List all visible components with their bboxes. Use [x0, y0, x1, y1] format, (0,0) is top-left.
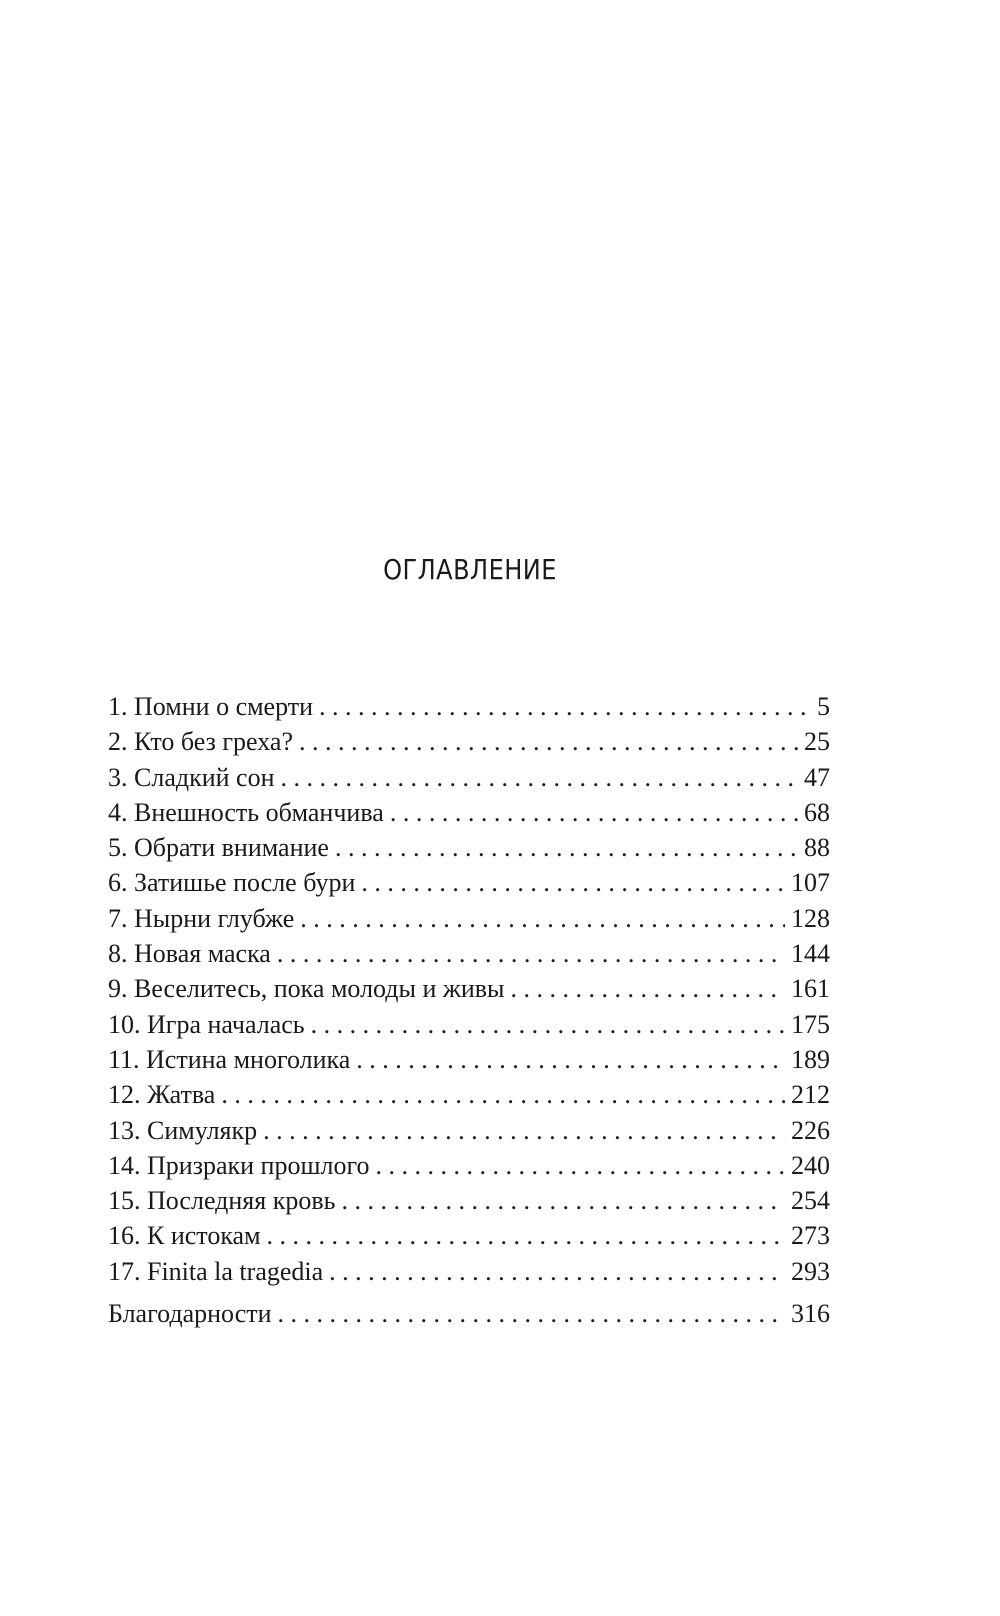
toc-entry-page: 175 [791, 1009, 830, 1039]
toc-entry [108, 1007, 830, 1042]
toc-entry [108, 901, 830, 936]
toc-entry [108, 689, 830, 724]
toc-entry-page: 226 [791, 1115, 830, 1145]
toc-entry-page: 293 [791, 1256, 830, 1286]
toc-entry [108, 1077, 830, 1112]
toc-entry-title: 14. Призраки прошлого [108, 1150, 370, 1180]
table-of-contents [108, 689, 830, 1331]
toc-entry-page: 107 [791, 868, 830, 898]
toc-entry-page: 144 [791, 939, 830, 969]
toc-entry-title: 9. Веселитесь, пока молоды и живы [108, 974, 505, 1004]
toc-entry [108, 1218, 830, 1253]
dot-leader [511, 971, 785, 1006]
toc-entry-page: 88 [804, 833, 830, 863]
toc-entry-title: 17. Finita la tragedia [108, 1256, 324, 1286]
dot-leader [319, 689, 811, 724]
toc-entry-title: 6. Затишье после бури [108, 868, 356, 898]
toc-entry-title: 5. Обрати внимание [108, 833, 329, 863]
dot-leader [299, 724, 798, 759]
toc-entry-title: 10. Игра началась [108, 1009, 305, 1039]
toc-entry [108, 724, 830, 759]
dot-leader [278, 1296, 785, 1331]
toc-entry-title: 7. Нырни глубже [108, 903, 295, 933]
toc-entry-page: 25 [804, 727, 830, 757]
toc-entry [108, 1183, 830, 1218]
toc-entry-page: 212 [791, 1080, 830, 1110]
toc-entry-page: 316 [791, 1299, 830, 1329]
dot-leader [329, 1254, 785, 1289]
toc-entry-page: 47 [804, 762, 830, 792]
dot-leader [277, 936, 785, 971]
toc-entry [108, 760, 830, 795]
toc-entry [108, 1148, 830, 1183]
dot-leader [311, 1007, 785, 1042]
toc-entry [108, 830, 830, 865]
dot-leader [335, 830, 798, 865]
toc-entry-title: 4. Внешность обманчива [108, 797, 384, 827]
dot-leader [300, 901, 785, 936]
toc-entry-page: 273 [791, 1221, 830, 1251]
dot-leader [263, 1113, 785, 1148]
toc-entry-page: 189 [791, 1044, 830, 1074]
toc-entry [108, 1254, 830, 1289]
toc-entry-page: 128 [791, 903, 830, 933]
toc-entry-page: 161 [791, 974, 830, 1004]
toc-entry-title: 8. Новая маска [108, 939, 271, 969]
toc-entry-title: 12. Жатва [108, 1080, 216, 1110]
dot-leader [390, 795, 798, 830]
toc-entry [108, 795, 830, 830]
toc-entry-acknowledgements [108, 1296, 830, 1331]
toc-entry-title: 16. К истокам [108, 1221, 261, 1251]
toc-entry-page: 68 [804, 797, 830, 827]
toc-entry [108, 1042, 830, 1077]
toc-entry-page: 240 [791, 1150, 830, 1180]
dot-leader [356, 1042, 785, 1077]
dot-leader [221, 1077, 785, 1112]
toc-entry [108, 1113, 830, 1148]
dot-leader [375, 1148, 785, 1183]
toc-entry-title: 15. Последняя кровь [108, 1186, 336, 1216]
dot-leader [267, 1218, 785, 1253]
toc-entry-title: 1. Помни о смерти [108, 692, 314, 721]
toc-entry [108, 936, 830, 971]
toc-entry-title: 2. Кто без греха? [108, 727, 293, 757]
toc-entry-title: 13. Симулякр [108, 1115, 258, 1145]
toc-entry-page: 254 [791, 1186, 830, 1216]
toc-entry-title: Благодарности [108, 1299, 272, 1329]
dot-leader [341, 1183, 785, 1218]
dot-leader [361, 865, 785, 900]
toc-entry-title: 11. Истина многолика [108, 1044, 351, 1074]
toc-entry-page: 5 [817, 692, 830, 721]
page-title: ОГЛАВЛЕНИЕ [383, 553, 557, 586]
dot-leader [281, 760, 799, 795]
toc-entry [108, 971, 830, 1006]
toc-entry [108, 865, 830, 900]
toc-entry-title: 3. Сладкий сон [108, 762, 275, 792]
